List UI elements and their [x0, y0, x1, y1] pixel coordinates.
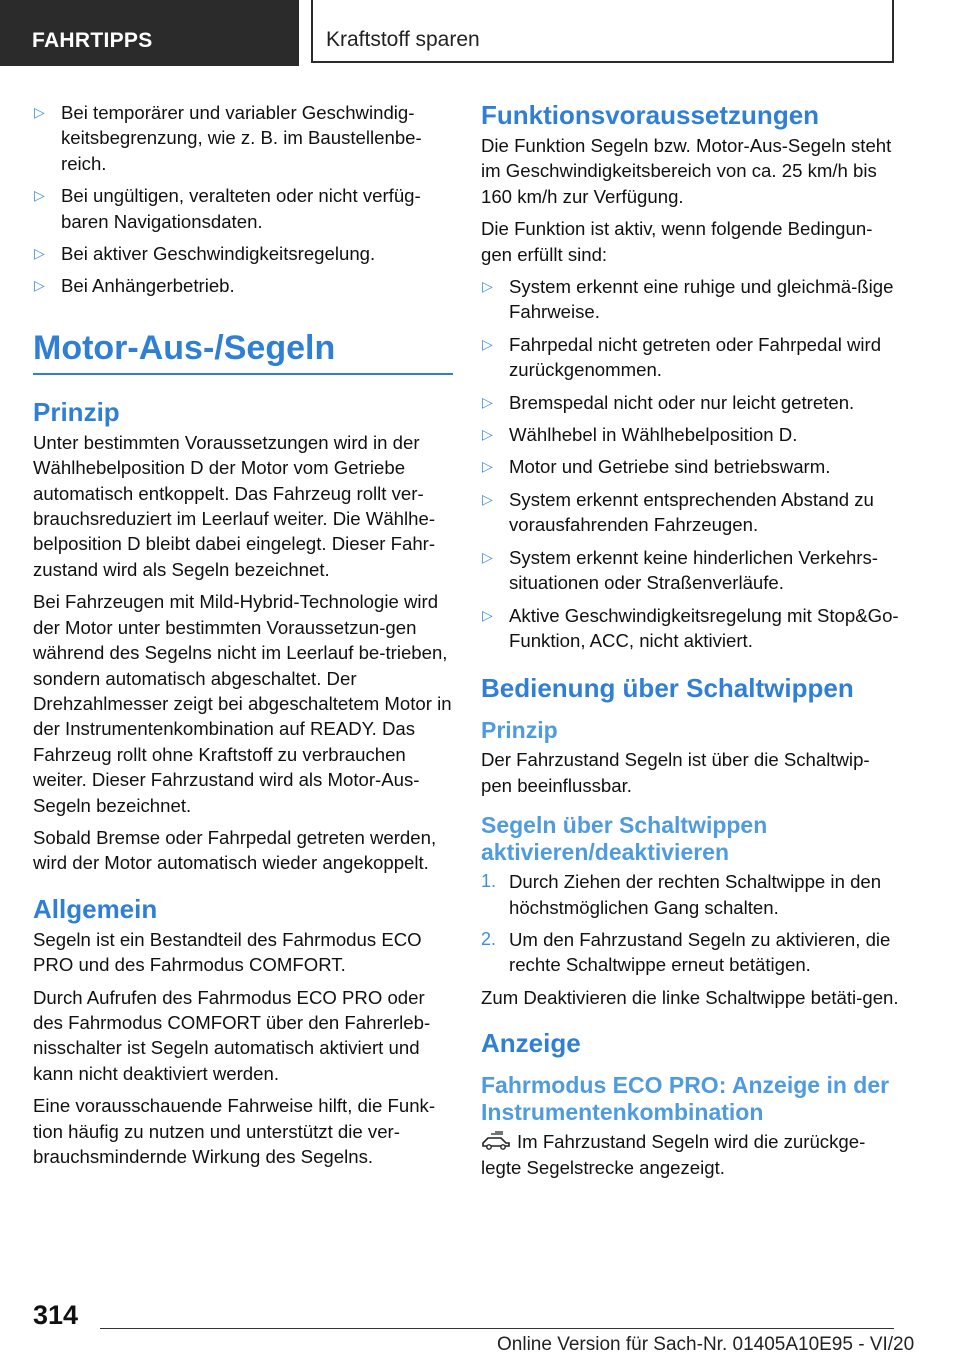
bullet-triangle-icon: ▷: [34, 245, 45, 262]
bullet-triangle-icon: ▷: [34, 104, 45, 120]
list-item: ▷ Motor und Getriebe sind betriebswarm.: [481, 454, 899, 479]
coasting-car-icon: [481, 1131, 511, 1151]
bullet-triangle-icon: ▷: [482, 548, 493, 565]
left-column: [33, 100, 453, 1176]
list-item: ▷ System erkennt eine ruhige und gleichmä-ßige Fahrweise.: [482, 276, 894, 323]
funk-paragraph-2: Die Funktion ist aktiv, wenn folgende Bedingun-gen erfüllt sind:: [481, 218, 873, 265]
list-item: ▷ Wählhebel in Wählhebelposition D.: [481, 422, 899, 447]
bullet-triangle-icon: ▷: [482, 426, 493, 443]
header-section-title: FAHRTIPPS: [32, 29, 153, 52]
bullet-triangle-icon: ▷: [482, 490, 493, 507]
list-item: ▷ Bei ungültigen, veralteten oder nicht verfüg-baren Navigationsdaten.: [34, 185, 421, 232]
bullet-triangle-icon: ▷: [482, 335, 493, 352]
footer-divider: [100, 1328, 894, 1329]
bedienung-prinzip-heading: Prinzip: [481, 717, 558, 744]
allgemein-paragraph-3: Eine vorausschauende Fahrweise hilft, die Funk-tion häufig zu nutzen und unterstützt die ver-brauchsmindernde Wirkung des Segelns.: [33, 1095, 436, 1167]
right-column: [481, 100, 899, 1187]
list-item: ▷ Bei temporärer und variabler Geschwindig-keitsbegrenzung, wie z. B. im Baustellenbe-reich.: [34, 102, 422, 174]
list-item: ▷ System erkennt entsprechenden Abstand zu vorausfahrenden Fahrzeugen.: [482, 488, 874, 536]
step-number: 1.: [481, 871, 497, 892]
header-section-tab: [0, 0, 299, 66]
bedienung-prinzip-paragraph: Der Fahrzustand Segeln ist über die Schaltwip-pen beeinflussbar.: [481, 749, 870, 796]
page-number: 314: [33, 1300, 79, 1330]
allgemein-paragraph-2: Durch Aufrufen des Fahrmodus ECO PRO oder des Fahrmodus COMFORT über den Fahrerleb-nisschalter ist Segeln automatisch aktiviert und kann nicht deaktiviert werden.: [33, 986, 431, 1084]
bullet-triangle-icon: ▷: [34, 187, 45, 204]
segeln-schaltwippen-heading: Segeln über Schaltwippen aktivieren/deaktivieren: [481, 812, 768, 866]
allgemein-paragraph-1: Segeln ist ein Bestandteil des Fahrmodus ECO PRO und des Fahrmodus COMFORT.: [33, 928, 422, 976]
list-item: 2. Um den Fahrzustand Segeln zu aktivieren, die rechte Schaltwippe erneut betätigen.: [481, 928, 891, 976]
allgemein-heading: Allgemein: [33, 893, 158, 924]
eco-pro-heading: Fahrmodus ECO PRO: Anzeige in der Instrumentenkombination: [481, 1072, 890, 1126]
step-number: 2.: [481, 928, 497, 949]
bullet-triangle-icon: ▷: [482, 606, 493, 623]
bedienung-heading: Bedienung über Schaltwippen: [481, 673, 854, 704]
bullet-triangle-icon: ▷: [482, 278, 493, 295]
list-item: ▷ Bei aktiver Geschwindigkeitsregelung.: [33, 241, 453, 266]
header-topic-box: [311, 0, 894, 63]
list-item: ▷ Aktive Geschwindigkeitsregelung mit Stop&Go-Funktion, ACC, nicht aktiviert.: [482, 604, 899, 651]
funktionsvoraussetzungen-heading: Funktionsvoraussetzungen: [481, 100, 820, 130]
list-item: ▷ Fahrpedal nicht getreten oder Fahrpedal wird zurückgenommen.: [482, 333, 882, 381]
prinzip-heading: Prinzip: [33, 396, 120, 427]
anzeige-heading: Anzeige: [481, 1028, 581, 1059]
chapter-title: Motor-Aus-/Segeln: [33, 328, 453, 375]
funk-paragraph-1: Die Funktion Segeln bzw. Motor-Aus-Segeln steht im Geschwindigkeitsbereich von ca. 25 km/h bis 160 km/h zur Verfügung.: [481, 135, 892, 207]
deaktivieren-paragraph: Zum Deaktivieren die linke Schaltwippe betäti-gen.: [481, 986, 899, 1008]
header-topic-title: Kraftstoff sparen: [326, 28, 480, 51]
list-item: ▷ System erkennt keine hinderlichen Verkehrs-situationen oder Straßenverläufe.: [482, 546, 878, 594]
list-item: 1. Durch Ziehen der rechten Schaltwippe in den höchstmöglichen Gang schalten.: [481, 871, 882, 918]
bullet-triangle-icon: ▷: [482, 458, 493, 475]
prinzip-paragraph-3: Sobald Bremse oder Fahrpedal getreten werden, wird der Motor automatisch wieder angekoppelt.: [33, 826, 437, 874]
list-item: ▷ Bei Anhängerbetrieb.: [33, 273, 453, 298]
footer-text: Online Version für Sach-Nr. 01405A10E95 - VI/20: [497, 1334, 915, 1355]
eco-pro-paragraph: Im Fahrzustand Segeln wird die zurückge-legte Segelstrecke angezeigt.: [481, 1131, 866, 1178]
prinzip-paragraph-1: Unter bestimmten Voraussetzungen wird in der Wählhebelposition D der Motor vom Getriebe automatisch entkoppelt. Das Fahrzeug rollt ver-brauchsreduziert im Leerlauf weiter. Die Wählhe-belposition D bleibt dabei eingelegt. Dieser Fahr-zustand wird als Segeln bezeichnet.: [33, 431, 436, 580]
bullet-triangle-icon: ▷: [34, 277, 45, 294]
prinzip-paragraph-2: Bei Fahrzeugen mit Mild-Hybrid-Technologie wird der Motor unter bestimmten Voraussetzun-gen während des Segelns nicht im Leerlauf be-trieben, sondern automatisch abgeschaltet. Der Drehzahlmesser zeigt bei abgeschaltetem Motor in der Instrumentenkombination auf READY. Das Fahrzeug rollt ohne Kraftstoff zu verbrauchen weiter. Dieser Fahrzustand wird als Motor-Aus-Segeln bezeichnet.: [33, 591, 452, 816]
list-item: ▷ Bremspedal nicht oder nur leicht getreten.: [481, 390, 899, 415]
bullet-triangle-icon: ▷: [482, 393, 493, 410]
